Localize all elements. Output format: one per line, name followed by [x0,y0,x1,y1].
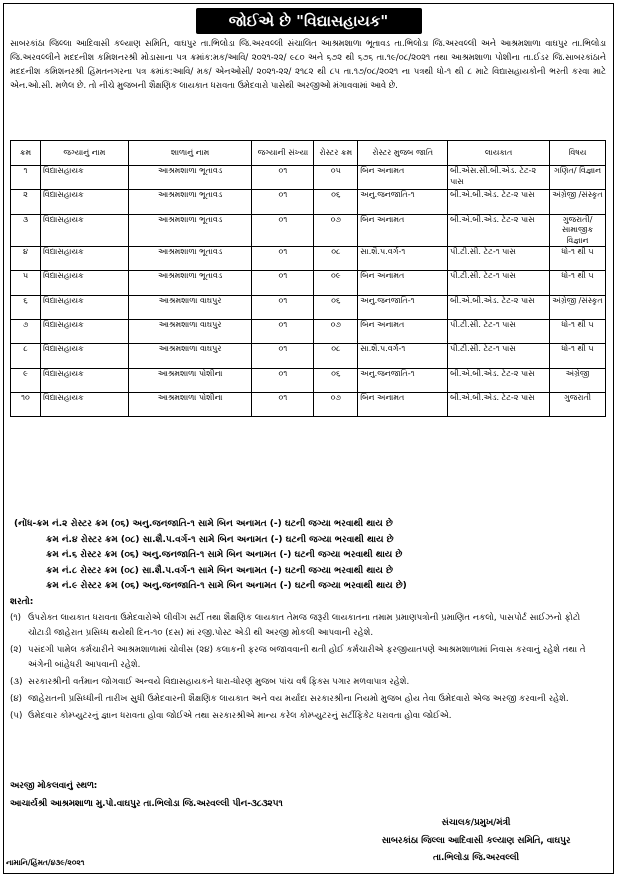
table-cell: આશ્રમશાળા વાઘપુર [128,295,252,319]
table-cell: આશ્રમશાળા ભૂતાવડ [128,214,252,247]
table-cell: ૧ [11,166,41,190]
table-cell: ગણિત/ વિજ્ઞાન [550,166,606,190]
header-cell: રોસ્ટર ક્રમ [314,141,358,166]
notes-block [14,517,606,595]
advertisement-title: જોઈએ છે "વિદ્યાસહાયક" [196,8,422,34]
table-row [11,214,606,247]
term-text: ઉપરોક્ત લાયકાત ધરાવતા ઉમેદવારોએ લીવીંગ સર્ટી તથા શૈક્ષણિક લાયકાત તેમજ જરૂરી લાયકાતના તમામ પ્રમાણપત્રોની પ્રમાણિત નકલો, પાસપોર્ટ સાઈઝનો ફોટો ચોટાડી જાહેરાત પ્રસિધ્ધ થયેથી દિન-૧૦ (દસ) માં રજી.પોસ્ટ એડી થી અરજી મોકલી આપવાની રહેશે. [28,613,581,638]
table-cell: ૨ [11,190,41,214]
terms-list [10,611,606,726]
table-cell: સા.શૈ.પ.વર્ગ-૧ [358,247,448,271]
table-cell: ૦૧ [252,344,314,368]
intro-paragraph: સાબરકાંઠા જિલ્લા આદિવાસી કલ્યાણ સમિતિ, વાઘપુર તા.ભિલોડા જિ.અરવલ્લી સંચાલિત આશ્રમશાળા ભૂતાવડ તા.ભિલોડા જિ.અરવલ્લી અને આશ્રમશાળા વાઘપુર તા.ભિલોડા જિ.અરવલ્લીને મદદનીશ કમિશનરશ્રી મોડાસાના પત્ર ક્રમાંક:મક/આવિ/ ૨૦૨૧-૨૨/ ૯૮૦ અને ૬૭૨ થી ૬૭૬ તા.૧૯/૦૮/૨૦૨૧ તથા આશ્રમશાળા પોશીના તા.ઈડર જિ.સાબરકાંઠાને મદદનીશ કમિશનરશ્રી હિંમતનગરના પત્ર ક્રમાંક:આવિ/ મક/ એનઓસી/ ૨૦૨૧-૨૨/ ૨૧૮૨ થી ૮૫ તા.૧૭/૦૮/૨૦૨૧ ના પત્રથી ધો-૧ થી ૮ માટે વિદ્યાસહાયકોની ભરતી કરવા માટે એન.ઓ.સી. મળેલ છે. તો નીચે મુજબની શૈક્ષણિક લાયકાત ધરાવતા ઉમેદવારો પાસેથી અરજીઓ મંગાવવામાં આવે છે. [10,38,606,91]
header-cell: શાળાનું નામ [128,141,252,166]
table-cell: વિદ્યાસહાયક [40,368,128,392]
table-cell: ગુજરાતી/ સામાજીક વિજ્ઞાન [550,214,606,247]
table-cell: ૦૧ [252,295,314,319]
term-text: સરકારશ્રીની વર્તમાન જોગવાઈ અન્વયે વિદ્યાસહાયકને ધારા-ધોરણ મુજબ પાંચ વર્ષ ફિક્સ પગાર મળવાપાત્ર રહેશે. [28,677,410,687]
term-text: જાહેરાતની પ્રસિધ્ધીની તારીખ સુધી ઉમેદવારની શૈક્ષણિક લાયકાત અને વય મર્યાદા સરકારશ્રીના નિયમો મુજબ હોય તેવા ઉમેદવારો એજ અરજી કરવાની રહેશે. [28,694,569,704]
table-cell: બી.એ.બી.એડ. ટેટ-૨ પાસ [448,392,550,416]
table-row [11,344,606,368]
table-header-row [11,141,606,166]
table-cell: અંગ્રેજી /સંસ્કૃત [550,295,606,319]
table-row [11,295,606,319]
table-cell: બી.એસ.સી.બી.એડ. ટેટ-૨ પાસ [448,166,550,190]
term-item [10,643,606,673]
table-cell: પી.ટી.સી. ટેટ-૧ પાસ [448,344,550,368]
table-cell: પી.ટી.સી. ટેટ-૧ પાસ [448,271,550,295]
term-number: (૫) [10,711,23,721]
table-cell: ૦૮ [314,344,358,368]
table-cell: બી.એ.બી.એડ. ટેટ-૨ પાસ [448,368,550,392]
table-cell: ૦૭ [314,319,358,343]
table-cell: ૯ [11,368,41,392]
table-cell: ધો-૧ થી ૫ [550,247,606,271]
terms-heading: શરતો: [10,597,34,607]
table-cell: અનુ.જનજાતિ-૧ [358,190,448,214]
term-number: (૩) [10,677,23,687]
table-cell: ધો-૧ થી ૫ [550,319,606,343]
table-row [11,190,606,214]
table-cell: ૪ [11,247,41,271]
table-cell: બિન અનામત [358,214,448,247]
term-item [10,709,606,724]
table-cell: બિન અનામત [358,392,448,416]
signatory-place: તા.ભિલોડા જિ.અરવલ્લી [433,853,519,863]
table-cell: ધો-૧ થી ૫ [550,271,606,295]
table-cell: ૦૧ [252,319,314,343]
table-cell: ૦૭ [314,392,358,416]
table-cell: બી.એ.બી.એડ. ટેટ-૨ પાસ [448,295,550,319]
signature-block [346,815,606,868]
table-cell: ૦૧ [252,392,314,416]
table-cell: ૦૧ [252,190,314,214]
signatory-organization: સાબરકાંઠા જિલ્લા આદિવાસી કલ્યાણ સમિતિ, વાઘપુર [381,835,571,846]
table-cell: ૫ [11,271,41,295]
table-cell: વિદ્યાસહાયક [40,166,128,190]
header-cell: વિષય [550,141,606,166]
table-cell: આશ્રમશાળા વાઘપુર [128,319,252,343]
note-line: (નોંધ-ક્રમ નં.૨ રોસ્ટર ક્રમ (૦૬) અનુ.જનજાતિ-૧ સામે બિન અનામત (-) ઘટની જગ્યા ભરવાથી થાય છે [14,519,393,529]
term-number: (૪) [10,694,23,704]
table-row [11,392,606,416]
table-cell: ૦૭ [314,214,358,247]
table-cell: વિદ્યાસહાયક [40,214,128,247]
header-cell: ક્રમ [11,141,41,166]
table-cell: ૦૧ [252,166,314,190]
table-cell: આશ્રમશાળા ભૂતાવડ [128,247,252,271]
application-address-label: અરજી મોકલવાનું સ્થળ: [10,781,98,791]
header-cell: રોસ્ટર મુજબ જાતિ [358,141,448,166]
header-cell: લાયકાત [448,141,550,166]
note-line: ક્રમ નં.૯ રોસ્ટર ક્રમ (૦૬) અનુ.જનજાતિ-૧ સામે બિન અનામત (-) ઘટની જગ્યા ભરવાથી થાય છે) [46,581,407,591]
table-cell: ૦૫ [314,166,358,190]
term-item [10,611,606,641]
header-cell: જગ્યાનું નામ [40,141,128,166]
table-cell: અંગ્રેજી [550,368,606,392]
table-row [11,166,606,190]
table-cell: ૦૮ [314,247,358,271]
advertisement-frame [3,3,614,874]
table-cell: પી.ટી.સી. ટેટ-૧ પાસ [448,319,550,343]
table-row [11,271,606,295]
table-cell: બિન અનામત [358,271,448,295]
signatory-role: સંચાલક/પ્રમુખ/મંત્રી [441,818,511,828]
table-cell: ૭ [11,319,41,343]
table-cell: બિન અનામત [358,319,448,343]
term-item [10,675,606,690]
term-number: (૨) [10,645,22,655]
header-cell: જગ્યાની સંખ્યા [252,141,314,166]
table-cell: આશ્રમશાળા ભૂતાવડ [128,271,252,295]
table-cell: ૮ [11,344,41,368]
table-row [11,319,606,343]
table-cell: ૩ [11,214,41,247]
table-row [11,368,606,392]
table-cell: બી.એ.બી.એડ. ટેટ-૨ પાસ [448,214,550,247]
table-cell: વિદ્યાસહાયક [40,190,128,214]
table-cell: વિદ્યાસહાયક [40,247,128,271]
table-cell: અનુ.જનજાતિ-૧ [358,368,448,392]
table-cell: વિદ્યાસહાયક [40,295,128,319]
table-row [11,247,606,271]
table-cell: વિદ્યાસહાયક [40,319,128,343]
application-address-block [10,777,606,813]
table-cell: ૦૧ [252,247,314,271]
table-cell: પી.ટી.સી. ટેટ-૧ પાસ [448,247,550,271]
vacancy-table [10,140,606,417]
table-cell: ૦૧ [252,271,314,295]
table-cell: આશ્રમશાળા પોશીના [128,368,252,392]
table-cell: આશ્રમશાળા ભૂતાવડ [128,190,252,214]
table-cell: ૦૧ [252,368,314,392]
table-cell: ધો-૧ થી ૫ [550,344,606,368]
table-cell: અંગ્રેજી /સંસ્કૃત [550,190,606,214]
table-cell: બિન અનામત [358,166,448,190]
note-line: ક્રમ નં.૮ રોસ્ટર ક્રમ (૦૮) સા.શૈ.પ.વર્ગ-૧ સામે બિન અનામત (-) ઘટની જગ્યા ભરવાથી થાય છે [46,565,393,576]
term-text: પસંદગી પામેલ કર્મચારીને આશ્રમશાળામાં ચોવીસ (૨૪) કલાકની ફરજ બજાવવાની થતી હોઈ કર્મચારીએ ફરજીયાતપણે આશ્રમશાળામાં નિવાસ કરવાનું રહેશે તથા તે અંગેની બાંહેધરી આપવાની રહેશે. [28,645,586,670]
table-cell: ૦૬ [314,190,358,214]
term-text: ઉમેદવાર કોમ્પ્યુટરનું જ્ઞાન ધરાવતા હોવા જોઈએ તથા સરકારશ્રીએ માન્ય કરેલ કોમ્પ્યુટરનું સર્ટીફિકેટ ધરાવતા હોવા જોઈએ. [28,711,452,721]
table-cell: ૬ [11,295,41,319]
table-cell: વિદ્યાસહાયક [40,344,128,368]
table-cell: વિદ્યાસહાયક [40,271,128,295]
table-cell: આશ્રમશાળા ભૂતાવડ [128,166,252,190]
table-cell: ૦૯ [314,271,358,295]
term-item [10,692,606,707]
application-address: આચાર્યશ્રી આશ્રમશાળા મુ.પો.વાઘપુર તા.ભિલોડા જિ.અરવલ્લી પીન-૩૮૩૨૫૧ [10,799,283,809]
table-cell: વિદ્યાસહાયક [40,392,128,416]
table-cell: ૧૦ [11,392,41,416]
term-number: (૧) [10,613,21,623]
note-line: ક્રમ નં.૬ રોસ્ટર ક્રમ (૦૬) અનુ.જનજાતિ-૧ સામે બિન અનામત (-) ઘટની જગ્યા ભરવાથી થાય છે [46,550,403,560]
reference-number: નામાનિ/હિંમત/૪૩૯/૨૦૨૧ [6,858,85,867]
note-line: ક્રમ નં.૪ રોસ્ટર ક્રમ (૦૮) સા.શૈ.પ.વર્ગ-૧ સામે બિન અનામત (-) ઘટની જગ્યા ભરવાથી થાય છે [46,534,394,545]
table-cell: સા.શૈ.પ.વર્ગ-૧ [358,344,448,368]
table-cell: ૦૧ [252,214,314,247]
table-cell: ૦૬ [314,368,358,392]
table-cell: ૦૬ [314,295,358,319]
table-cell: આશ્રમશાળા પોશીના [128,392,252,416]
table-cell: આશ્રમશાળા વાઘપુર [128,344,252,368]
table-cell: ગુજરાતી [550,392,606,416]
table-cell: અનુ.જનજાતિ-૧ [358,295,448,319]
table-cell: બી.એ.બી.એડ. ટેટ-૨ પાસ [448,190,550,214]
